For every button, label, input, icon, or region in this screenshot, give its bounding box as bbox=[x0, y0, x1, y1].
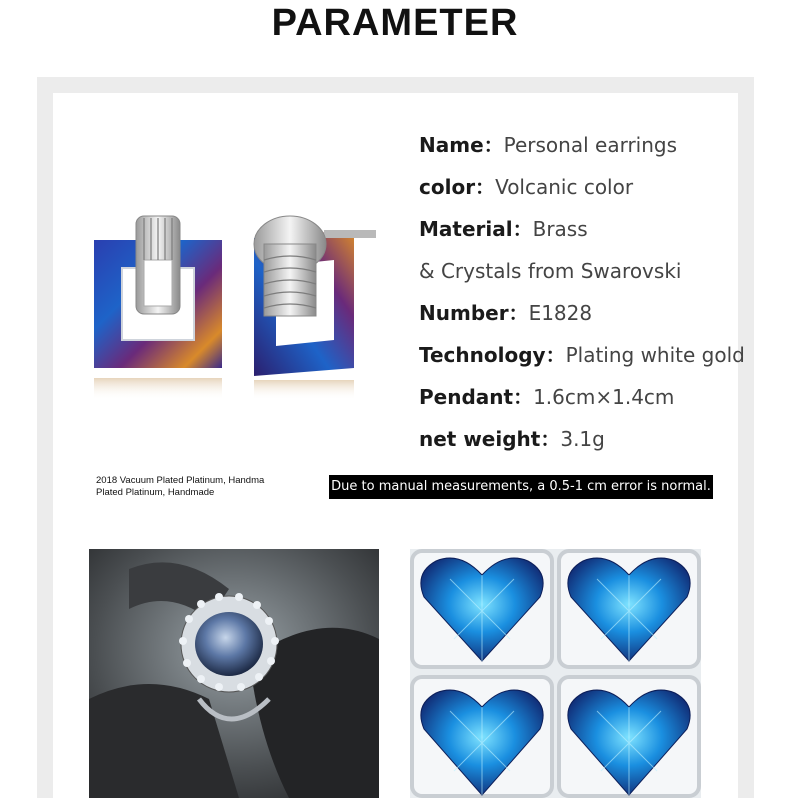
spec-value: E1828 bbox=[528, 301, 593, 325]
heart-crystals-photo bbox=[410, 549, 701, 798]
spec-label: Material： bbox=[419, 217, 533, 241]
spec-label: net weight： bbox=[419, 427, 561, 451]
spec-label: color： bbox=[419, 175, 496, 199]
spec-material-continued bbox=[419, 252, 749, 294]
spec-color bbox=[419, 168, 749, 210]
spec-value: 3.1g bbox=[560, 427, 605, 451]
caption-line: 2018 Vacuum Plated Platinum, Handma bbox=[96, 475, 265, 486]
spec-name bbox=[419, 126, 749, 168]
spec-value: Brass bbox=[532, 217, 588, 241]
spec-value: Plating white gold bbox=[565, 343, 745, 367]
spec-value: Personal earrings bbox=[503, 133, 678, 157]
spec-net-weight bbox=[419, 420, 749, 462]
caption-line: Plated Platinum, Handmade bbox=[96, 487, 215, 498]
measurement-notice: Due to manual measurements, a 0.5-1 cm error is normal. bbox=[329, 475, 713, 499]
earrings-product-image bbox=[86, 200, 386, 410]
spec-value: & Crystals from Swarovski bbox=[419, 259, 682, 283]
spec-list bbox=[419, 126, 749, 462]
spec-value: 1.6cm×1.4cm bbox=[533, 385, 675, 409]
ring-photo bbox=[89, 549, 379, 798]
spec-label: Pendant： bbox=[419, 385, 534, 409]
spec-label: Number： bbox=[419, 301, 529, 325]
spec-pendant bbox=[419, 378, 749, 420]
spec-number bbox=[419, 294, 749, 336]
spec-technology bbox=[419, 336, 749, 378]
spec-label: Technology： bbox=[419, 343, 566, 367]
page-title: PARAMETER bbox=[271, 2, 519, 44]
plating-caption bbox=[96, 475, 326, 499]
spec-value: Volcanic color bbox=[495, 175, 634, 199]
spec-label: Name： bbox=[419, 133, 504, 157]
spec-material bbox=[419, 210, 749, 252]
